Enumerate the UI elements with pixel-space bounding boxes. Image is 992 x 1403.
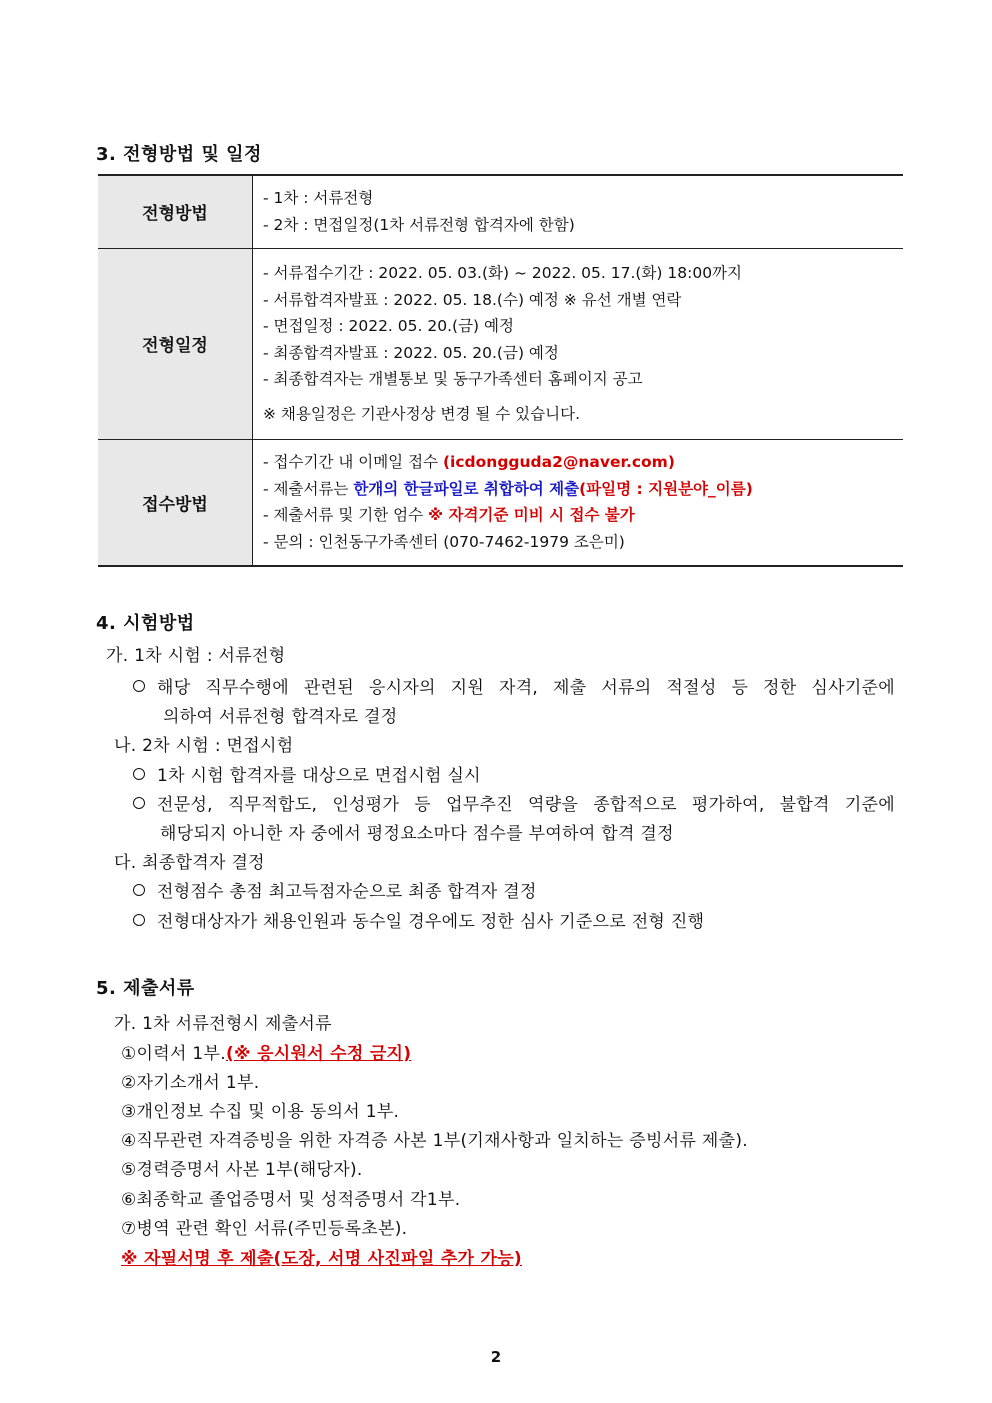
schedule-table [98, 174, 903, 567]
list-item-text: ①이력서 1부. [121, 1044, 226, 1064]
circle-bullet-icon [133, 768, 145, 780]
section-5-title: 5. 제출서류 [96, 978, 195, 999]
list-item-text: 전문성, 직무적합도, 인성평가 등 업무추진 역량을 종합적으로 평가하여, 불합격 기준에 [157, 795, 895, 815]
method-line-1: - 1차 : 서류전형 [263, 189, 374, 208]
list-item: ④직무관련 자격증빙을 위한 자격증 사본 1부(기재사항과 일치하는 증빙서류 제출). [121, 1131, 748, 1151]
list-item-continued: 해당되지 아니한 자 중에서 평정요소마다 점수를 부여하여 합격 결정 [160, 824, 674, 844]
table-row [98, 175, 903, 248]
row-body-method [253, 175, 904, 248]
circle-bullet-icon [133, 680, 145, 692]
list-item: ③개인정보 수집 및 이용 동의서 1부. [121, 1102, 400, 1122]
list-item [121, 1039, 411, 1064]
file-instruction: 한개의 한글파일로 취합하여 제출 [353, 479, 580, 498]
row-header-schedule: 전형일정 [98, 248, 253, 439]
list-item-text: 전형대상자가 채용인원과 동수일 경우에도 정한 심사 기준으로 전형 진행 [157, 912, 705, 932]
row-body-application [253, 439, 904, 566]
sub-heading-na: 나. 2차 시험 : 면접시험 [114, 736, 294, 756]
circle-bullet-icon [133, 797, 145, 809]
list-item [133, 673, 895, 698]
disqualification-warning: ※ 자격기준 미비 시 접수 불가 [428, 506, 635, 525]
schedule-line-5: - 최종합격자는 개별통보 및 동구가족센터 홈페이지 공고 [263, 370, 643, 388]
schedule-line-3: - 면접일정 : 2022. 05. 20.(금) 예정 [263, 317, 514, 335]
application-line-2 [263, 476, 893, 503]
application-line-1-text: - 접수기간 내 이메일 접수 [263, 453, 443, 472]
row-header-method: 전형방법 [98, 175, 253, 248]
sub-heading-ga: 가. 1차 서류전형시 제출서류 [114, 1014, 332, 1034]
list-item: ⑤경력증명서 사본 1부(해당자). [121, 1160, 363, 1180]
list-item: ⑥최종학교 졸업증명서 및 성적증명서 각1부. [121, 1190, 461, 1210]
list-item-text: 1차 시험 합격자를 대상으로 면접시험 실시 [157, 766, 481, 786]
application-line-4: - 문의 : 인천동구가족센터 (070-7462-1979 조은미) [263, 532, 625, 551]
list-item-text: 전형점수 총점 최고득점자순으로 최종 합격자 결정 [157, 882, 537, 902]
schedule-line-2: - 서류합격자발표 : 2022. 05. 18.(수) 예정 ※ 유선 개별 연락 [263, 290, 682, 309]
list-item-continued: 의하여 서류전형 합격자로 결정 [163, 707, 398, 727]
table-row [98, 248, 903, 439]
row-body-schedule [253, 248, 904, 439]
sub-heading-ga: 가. 1차 시험 : 서류전형 [106, 646, 286, 666]
signature-note: ※ 자필서명 후 제출(도장, 서명 사진파일 추가 가능) [121, 1249, 522, 1269]
no-modification-warning: (※ 응시원서 수정 금지) [225, 1044, 412, 1064]
list-item: ②자기소개서 1부. [121, 1073, 260, 1093]
section-3-title: 3. 전형방법 및 일정 [96, 144, 262, 165]
list-item-text: 해당 직무수행에 관련된 응시자의 지원 자격, 제출 서류의 적절성 등 정한 심사기준에 [157, 678, 895, 698]
list-item: ⑦병역 관련 확인 서류(주민등록초본). [121, 1219, 408, 1239]
method-line-2: - 2차 : 면접일정(1차 서류전형 합격자에 한함) [263, 215, 575, 234]
section-4-title: 4. 시험방법 [96, 613, 195, 634]
file-name-format: (파일명 : 지원분야_이름) [579, 479, 753, 498]
schedule-note: ※ 채용일정은 기관사정상 변경 될 수 있습니다. [263, 404, 580, 423]
application-line-1 [263, 449, 893, 476]
list-item [133, 790, 895, 815]
email-address: (icdongguda2@naver.com) [442, 453, 675, 472]
list-item [133, 907, 704, 932]
sub-heading-da: 다. 최종합격자 결정 [114, 853, 265, 873]
circle-bullet-icon [133, 914, 145, 926]
circle-bullet-icon [133, 884, 145, 896]
page-number: 2 [490, 1348, 502, 1366]
list-item [133, 761, 481, 786]
row-header-application: 접수방법 [98, 439, 253, 566]
application-line-2-text: - 제출서류는 [263, 479, 354, 498]
application-line-3-text: - 제출서류 및 기한 엄수 [263, 506, 428, 525]
table-row [98, 439, 903, 566]
schedule-line-1: - 서류접수기간 : 2022. 05. 03.(화) ~ 2022. 05. 17.(화) 18:00까지 [263, 264, 743, 282]
list-item [133, 877, 537, 902]
schedule-line-4: - 최종합격자발표 : 2022. 05. 20.(금) 예정 [263, 343, 559, 362]
application-line-3 [263, 502, 893, 529]
